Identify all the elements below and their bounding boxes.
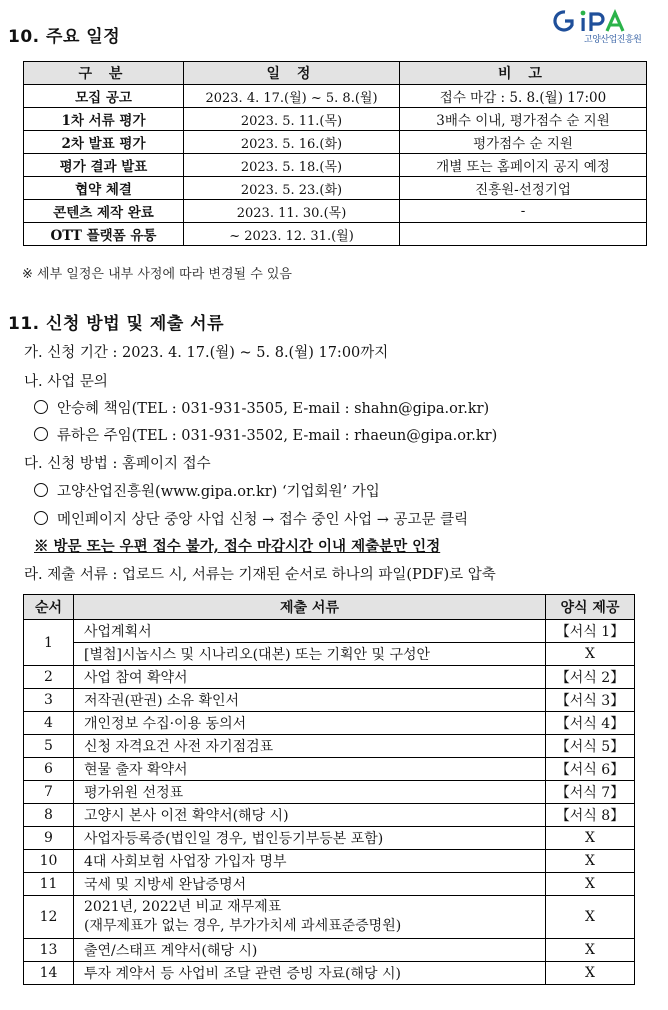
submission-warning: ※ 방문 또는 우편 접수 불가, 접수 마감시간 이내 제출분만 인정 [34, 538, 441, 555]
cell-order: 13 [24, 939, 74, 962]
section-10-title: 10. 주요 일정 [8, 27, 121, 47]
cell-order: 12 [24, 896, 74, 939]
circle-bullet-icon [34, 483, 48, 497]
cell-form: X [546, 939, 635, 962]
table-row [24, 689, 635, 712]
contact-item [34, 424, 497, 445]
application-period: 가. 신청 기간 : 2023. 4. 17.(월) ~ 5. 8.(월) 17:00까지 [24, 345, 389, 361]
cell-document: 현물 출자 확약서 [74, 758, 546, 781]
cell-document: 저작권(판권) 소유 확인서 [74, 689, 546, 712]
cell-order: 4 [24, 712, 74, 735]
cell-category: 콘텐츠 제작 완료 [24, 200, 184, 223]
table-row [24, 131, 647, 154]
cell-form: X [546, 643, 635, 666]
table-row [24, 804, 635, 827]
cell-schedule: 2023. 5. 18.(목) [184, 154, 400, 177]
cell-schedule: 2023. 5. 16.(화) [184, 131, 400, 154]
cell-order: 1 [24, 620, 74, 666]
table-row [24, 223, 647, 246]
cell-remarks: 3배수 이내, 평가점수 순 지원 [400, 108, 647, 131]
cell-category: 평가 결과 발표 [24, 154, 184, 177]
cell-remarks: - [400, 200, 647, 223]
contact-text: 안승혜 책임(TEL : 031-931-3505, E-mail : shahn@gipa.or.kr) [57, 401, 490, 417]
table-row [24, 666, 635, 689]
logo-subtitle: 고양산업진흥원 [584, 35, 642, 45]
table-row [24, 827, 635, 850]
header-form: 양식 제공 [546, 595, 635, 620]
cell-remarks: 평가점수 순 지원 [400, 131, 647, 154]
table-row [24, 620, 635, 643]
cell-remarks [400, 223, 647, 246]
table-row [24, 758, 635, 781]
cell-form: 【서식 5】 [546, 735, 635, 758]
cell-category: 1차 서류 평가 [24, 108, 184, 131]
cell-document: 출연/스태프 계약서(해당 시) [74, 939, 546, 962]
schedule-header-row [24, 62, 647, 85]
cell-form: 【서식 4】 [546, 712, 635, 735]
section-11-title: 11. 신청 방법 및 제출 서류 [8, 314, 225, 334]
cell-order: 10 [24, 850, 74, 873]
cell-document: 4대 사회보험 사업장 가입자 명부 [74, 850, 546, 873]
cell-form: X [546, 896, 635, 939]
cell-form: X [546, 873, 635, 896]
table-row [24, 85, 647, 108]
cell-document: 사업계획서 [74, 620, 546, 643]
circle-bullet-icon [34, 400, 48, 414]
cell-form: X [546, 962, 635, 985]
cell-order: 11 [24, 873, 74, 896]
cell-document: 신청 자격요건 사전 자기점검표 [74, 735, 546, 758]
table-row [24, 200, 647, 223]
header-schedule: 일 정 [184, 62, 400, 85]
table-row [24, 735, 635, 758]
cell-form: 【서식 6】 [546, 758, 635, 781]
document-line: (재무제표가 없는 경우, 부가가치세 과세표준증명원) [84, 918, 402, 934]
contact-text: 류하은 주임(TEL : 031-931-3502, E-mail : rhaeun@gipa.or.kr) [57, 428, 498, 444]
cell-form: 【서식 3】 [546, 689, 635, 712]
cell-document: 사업자등록증(법인일 경우, 법인등기부등본 포함) [74, 827, 546, 850]
cell-order: 5 [24, 735, 74, 758]
cell-order: 8 [24, 804, 74, 827]
table-row [24, 896, 635, 939]
contact-item [34, 397, 489, 418]
circle-bullet-icon [34, 427, 48, 441]
method-heading: 다. 신청 방법 : 홈페이지 접수 [24, 456, 211, 472]
cell-document: 국세 및 지방세 완납증명서 [74, 873, 546, 896]
header-category: 구 분 [24, 62, 184, 85]
cell-order: 7 [24, 781, 74, 804]
cell-order: 14 [24, 962, 74, 985]
table-row [24, 781, 635, 804]
documents-table [23, 594, 635, 985]
table-row [24, 712, 635, 735]
cell-category: 2차 발표 평가 [24, 131, 184, 154]
cell-order: 3 [24, 689, 74, 712]
cell-form: 【서식 7】 [546, 781, 635, 804]
schedule-note: ※ 세부 일정은 내부 사정에 따라 변경될 수 있음 [22, 267, 292, 282]
cell-document: 투자 계약서 등 사업비 조달 관련 증빙 자료(해당 시) [74, 962, 546, 985]
header-order: 순서 [24, 595, 74, 620]
cell-order: 2 [24, 666, 74, 689]
cell-category: OTT 플랫폼 유통 [24, 223, 184, 246]
method-item [34, 508, 468, 529]
table-row [24, 939, 635, 962]
header-remarks: 비 고 [400, 62, 647, 85]
circle-bullet-icon [34, 511, 48, 525]
table-row [24, 643, 635, 666]
table-row [24, 177, 647, 200]
table-row [24, 108, 647, 131]
schedule-table [23, 61, 647, 246]
cell-form: 【서식 8】 [546, 804, 635, 827]
method-item [34, 480, 380, 501]
cell-order: 9 [24, 827, 74, 850]
cell-remarks: 개별 또는 홈페이지 공지 예정 [400, 154, 647, 177]
table-row [24, 850, 635, 873]
cell-remarks: 접수 마감 : 5. 8.(월) 17:00 [400, 85, 647, 108]
header-documents: 제출 서류 [74, 595, 546, 620]
cell-schedule: ~ 2023. 12. 31.(월) [184, 223, 400, 246]
documents-header-row [24, 595, 635, 620]
cell-form: X [546, 827, 635, 850]
cell-document: 고양시 본사 이전 확약서(해당 시) [74, 804, 546, 827]
cell-form: 【서식 2】 [546, 666, 635, 689]
cell-schedule: 2023. 5. 23.(화) [184, 177, 400, 200]
cell-document: 사업 참여 확약서 [74, 666, 546, 689]
cell-category: 모집 공고 [24, 85, 184, 108]
cell-form: X [546, 850, 635, 873]
cell-document [74, 896, 546, 939]
cell-category: 협약 체결 [24, 177, 184, 200]
documents-intro: 라. 제출 서류 : 업로드 시, 서류는 기재된 순서로 하나의 파일(PDF)로 압축 [24, 567, 496, 583]
document-line: 2021년, 2022년 비교 재무제표 [84, 899, 282, 915]
table-row [24, 154, 647, 177]
cell-remarks: 진흥원-선정기업 [400, 177, 647, 200]
cell-document: 개인정보 수집·이용 동의서 [74, 712, 546, 735]
cell-schedule: 2023. 11. 30.(목) [184, 200, 400, 223]
method-text: 메인페이지 상단 중앙 사업 신청 → 접수 중인 사업 → 공고문 클릭 [57, 512, 469, 528]
table-row [24, 873, 635, 896]
gipa-logo [552, 8, 656, 45]
table-row [24, 962, 635, 985]
cell-form: 【서식 1】 [546, 620, 635, 643]
cell-schedule: 2023. 5. 11.(목) [184, 108, 400, 131]
cell-schedule: 2023. 4. 17.(월) ~ 5. 8.(월) [184, 85, 400, 108]
method-text: 고양산업진흥원(www.gipa.or.kr) ‘기업회원’ 가입 [57, 484, 380, 500]
inquiry-heading: 나. 사업 문의 [24, 374, 108, 390]
cell-order: 6 [24, 758, 74, 781]
cell-document: [별첨]시놉시스 및 시나리오(대본) 또는 기획안 및 구성안 [74, 643, 546, 666]
cell-document: 평가위원 선정표 [74, 781, 546, 804]
